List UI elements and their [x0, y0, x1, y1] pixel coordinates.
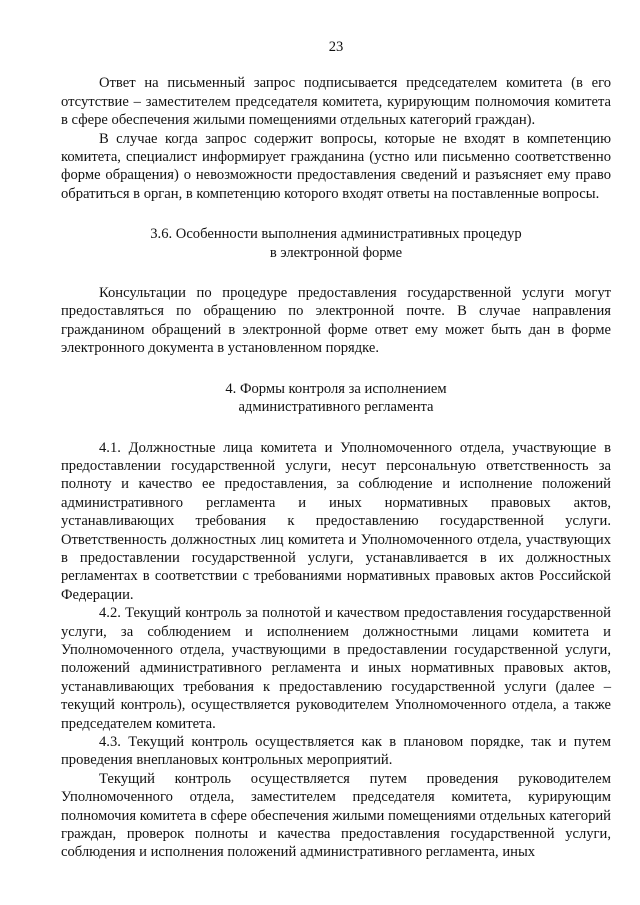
section-3-6-heading-line2: в электронной форме: [269, 244, 403, 261]
page-number: 23: [328, 39, 344, 55]
paragraph-response-signature: Ответ на письменный запрос подписывается председателем комитета (в его отсутствие – заместителем председателя комитета, курирующим полномочия комитета в сфере обеспечения жилыми помещениями отдельных категорий граждан).: [61, 75, 611, 129]
section-3-6-heading-line1: 3.6. Особенности выполнения административных процедур: [150, 226, 522, 243]
paragraph-4-1: 4.1. Должностные лица комитета и Уполномоченного отдела, участвующие в предоставлении государственной услуги, несут персональную ответственность за полноту и качество ее предоставления, за соблюдение и исполнение положений административного регламента и иных нормативных правовых актов, устанавливающих требования к предоставлению государственной услуги. Ответственность должностных лиц комитета и Уполномоченного отдела, участвующих в предоставлении государственной услуги, устанавливается в их должностных регламентах в соответствии с требованиями нормативных правовых актов Российской Федерации.: [61, 439, 611, 603]
section-4-heading-line2: административного регламента: [238, 399, 434, 416]
paragraph-electronic-consultations: Консультации по процедуре предоставления государственной услуги могут предоставляться по обращению по электронной почте. В случае направления гражданином обращений в электронной форме ответ ему может быть дан в форме электронного документа в установленном порядке.: [61, 285, 611, 357]
section-4-heading-line1: 4. Формы контроля за исполнением: [225, 380, 447, 397]
paragraph-out-of-competence: В случае когда запрос содержит вопросы, которые не входят в компетенцию комитета, специалист информирует гражданина (устно или письменно соответственно форме обращения) о невозможности предоставления сведений и разъясняет ему право обратиться в орган, в компетенцию которого входят ответы на поставленные вопросы.: [61, 130, 611, 202]
paragraph-4-2: 4.2. Текущий контроль за полнотой и качеством предоставления государственной услуги, за соблюдением и исполнением должностными лицами комитета и Уполномоченного отдела, участвующими в предоставлении государственной услуги, положений административного регламента и иных нормативных правовых актов, устанавливающих требования к предоставлению государственной услуги (далее – текущий контроль), осуществляется руководителем Уполномоченного отдела, а также председателем комитета.: [61, 605, 611, 732]
paragraph-4-3: 4.3. Текущий контроль осуществляется как в плановом порядке, так и путем проведения внеплановых контрольных мероприятий.: [61, 734, 611, 769]
document-page: [61, 38, 611, 862]
paragraph-current-control: Текущий контроль осуществляется путем проведения руководителем Уполномоченного отдела, заместителем председателя комитета, курирующим полномочия комитета в сфере обеспечения жилыми помещениями отдельных категорий граждан, проверок полноты и качества предоставления государственной услуги, соблюдения и исполнения положений административного регламента, иных: [61, 770, 611, 861]
